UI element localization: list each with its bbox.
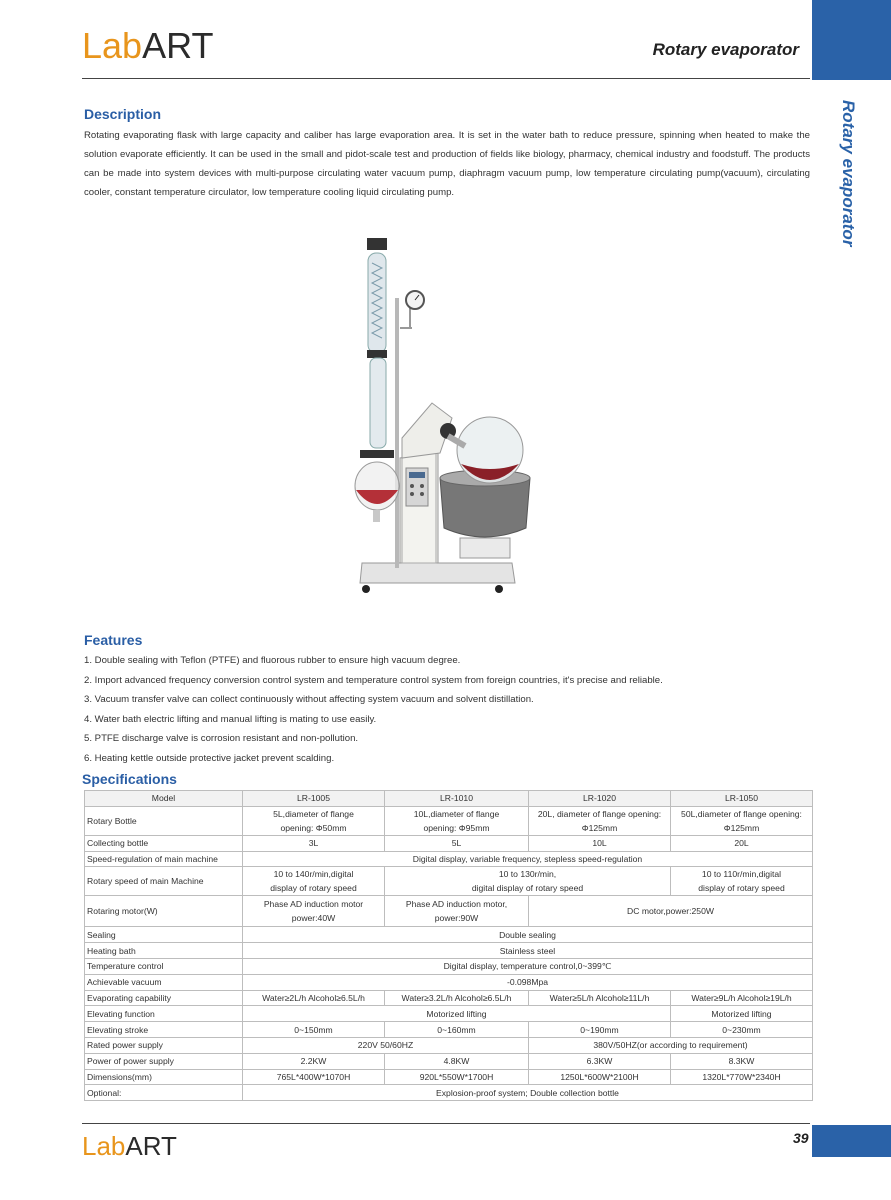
footer-accent-block	[812, 1125, 891, 1157]
side-title-text: Rotary evaporator	[839, 100, 858, 247]
table-cell: 4.8KW	[385, 1053, 529, 1069]
table-cell	[385, 806, 529, 835]
table-cell: 3L	[243, 835, 385, 851]
table-cell: 6.3KW	[529, 1053, 671, 1069]
cell-line: 20L, diameter of flange opening:	[537, 808, 662, 819]
table-cell: 0~190mm	[529, 1022, 671, 1038]
cell-line: 5L,diameter of flange	[273, 808, 354, 819]
table-cell: -0.098Mpa	[243, 974, 813, 990]
table-cell: 1250L*600W*2100H	[529, 1069, 671, 1085]
table-row	[85, 867, 813, 896]
table-row	[85, 1037, 813, 1053]
table-cell: LR-1010	[385, 791, 529, 807]
cell-line: 10 to 110r/min,digital	[701, 869, 782, 880]
row-label: Elevating function	[85, 1006, 243, 1022]
features-heading: Features	[84, 632, 143, 648]
cell-line: digital display of rotary speed	[471, 883, 584, 894]
row-label: Rotary speed of main Machine	[85, 867, 243, 896]
header-divider	[82, 78, 810, 79]
table-cell: 765L*400W*1070H	[243, 1069, 385, 1085]
row-label: Optional:	[85, 1085, 243, 1101]
row-label: Rotaring motor(W)	[85, 896, 243, 927]
row-label: Sealing	[85, 927, 243, 943]
table-cell: Digital display, temperature control,0~399℃	[243, 958, 813, 974]
feature-item: 5. PTFE discharge valve is corrosion resistant and non-pollution.	[84, 733, 359, 744]
row-label: Heating bath	[85, 943, 243, 959]
table-cell: Model	[85, 791, 243, 807]
table-row	[85, 835, 813, 851]
table-cell: LR-1050	[671, 791, 813, 807]
cell-line: display of rotary speed	[270, 883, 357, 894]
table-cell	[243, 896, 385, 927]
table-cell: 2.2KW	[243, 1053, 385, 1069]
cell-line: Phase AD induction motor,	[405, 899, 508, 910]
table-cell: Water≥9L/h Alcohol≥19L/h	[671, 990, 813, 1006]
table-row	[85, 927, 813, 943]
row-label: Rated power supply	[85, 1037, 243, 1053]
table-cell: LR-1020	[529, 791, 671, 807]
cell-line: 10 to 140r/min,digital	[273, 869, 354, 880]
row-label: Rotary Bottle	[85, 806, 243, 835]
table-cell: 220V 50/60HZ	[243, 1037, 529, 1053]
feature-item: 2. Import advanced frequency conversion control system and temperature control system from foreign countries, it's precise and reliable.	[84, 674, 663, 686]
table-row	[85, 1085, 813, 1101]
cell-line: power:40W	[291, 913, 336, 924]
table-cell: 1320L*770W*2340H	[671, 1069, 813, 1085]
brand-logo	[82, 25, 214, 66]
table-cell: Double sealing	[243, 927, 813, 943]
logo-art-text: ART	[142, 25, 214, 66]
product-image	[340, 228, 540, 598]
specifications-heading: Specifications	[82, 771, 177, 787]
table-row	[85, 806, 813, 835]
table-cell: 8.3KW	[671, 1053, 813, 1069]
footer-divider	[82, 1123, 810, 1124]
feature-item: 1. Double sealing with Teflon (PTFE) and fluorous rubber to ensure high vacuum degree.	[84, 655, 461, 666]
table-cell: Explosion-proof system; Double collection bottle	[243, 1085, 813, 1101]
table-cell	[385, 867, 671, 896]
cell-line: 10 to 130r/min,	[498, 869, 557, 880]
table-row	[85, 1006, 813, 1022]
table-cell: 380V/50HZ(or according to requirement)	[529, 1037, 813, 1053]
row-label: Achievable vacuum	[85, 974, 243, 990]
table-row	[85, 1022, 813, 1038]
table-cell: 0~150mm	[243, 1022, 385, 1038]
table-cell: 5L	[385, 835, 529, 851]
feature-item: 6. Heating kettle outside protective jacket prevent scalding.	[84, 752, 335, 764]
table-cell	[671, 806, 813, 835]
row-label: Power of power supply	[85, 1053, 243, 1069]
cell-line: 10L,diameter of flange	[413, 808, 500, 819]
cell-line: opening: Φ95mm	[423, 822, 490, 833]
table-row	[85, 896, 813, 927]
side-title	[832, 100, 872, 300]
table-cell: LR-1005	[243, 791, 385, 807]
header-title: Rotary evaporator	[652, 40, 799, 59]
row-label: Collecting bottle	[85, 835, 243, 851]
cell-line: power:90W	[434, 913, 479, 924]
table-cell: Digital display, variable frequency, stepless speed-regulation	[243, 851, 813, 867]
table-cell: Motorized lifting	[671, 1006, 813, 1022]
table-row	[85, 1053, 813, 1069]
feature-item: 3. Vacuum transfer valve can collect continuously without affecting system vacuum and solvent distillation.	[84, 694, 534, 705]
cell-line: Phase AD induction motor	[263, 899, 364, 910]
table-cell: Water≥5L/h Alcohol≥11L/h	[529, 990, 671, 1006]
table-cell: Motorized lifting	[243, 1006, 671, 1022]
table-row	[85, 974, 813, 990]
table-row	[85, 851, 813, 867]
table-cell: DC motor,power:250W	[529, 896, 813, 927]
features-list	[84, 651, 810, 768]
cell-line: Φ125mm	[723, 822, 760, 833]
table-cell	[529, 806, 671, 835]
row-label: Temperature control	[85, 958, 243, 974]
cell-line: 50L,diameter of flange opening:	[681, 808, 802, 819]
specifications-table	[84, 790, 813, 1101]
description-heading: Description	[84, 106, 162, 122]
table-row	[85, 990, 813, 1006]
table-cell: Water≥3.2L/h Alcohol≥6.5L/h	[385, 990, 529, 1006]
table-cell: 0~160mm	[385, 1022, 529, 1038]
table-row	[85, 943, 813, 959]
table-cell	[671, 867, 813, 896]
row-label: Dimensions(mm)	[85, 1069, 243, 1085]
cell-line: Φ125mm	[581, 822, 618, 833]
feature-item: 4. Water bath electric lifting and manual lifting is mating to use easily.	[84, 713, 377, 725]
cell-line: display of rotary speed	[698, 883, 785, 894]
table-cell: Stainless steel	[243, 943, 813, 959]
description-text: Rotating evaporating flask with large capacity and caliber has large evaporation area. It is set in the water bath to reduce pressure, spinning when heated to make the solution evaporate efficiently. It can be used in the small and pidot-scale test and production of fields like biology, pharmacy, chemical industry and foodstuff. The products can be made into system devices with multi-purpose circulating water vacuum pump, diaphragm vacuum pump, low temperature circulating pump(vacuum), circulating cooler, constant temperature circulator, low temperature cooling liquid circulating pump.	[84, 130, 810, 198]
table-cell: 920L*550W*1700H	[385, 1069, 529, 1085]
row-label: Evaporating capability	[85, 990, 243, 1006]
row-label: Speed-regulation of main machine	[85, 851, 243, 867]
table-row	[85, 791, 813, 807]
footer-logo	[82, 1133, 177, 1159]
table-cell: 20L	[671, 835, 813, 851]
table-row	[85, 1069, 813, 1085]
logo-art-text: ART	[125, 1131, 177, 1161]
page-number: 39	[793, 1130, 809, 1146]
table-cell	[385, 896, 529, 927]
table-cell	[243, 867, 385, 896]
row-label: Elevating stroke	[85, 1022, 243, 1038]
table-cell: 10L	[529, 835, 671, 851]
table-cell	[243, 806, 385, 835]
cell-line: opening: Φ50mm	[280, 822, 347, 833]
logo-lab-text: Lab	[82, 25, 143, 66]
table-row	[85, 958, 813, 974]
table-cell: Water≥2L/h Alcohol≥6.5L/h	[243, 990, 385, 1006]
table-cell: 0~230mm	[671, 1022, 813, 1038]
logo-lab-text: Lab	[82, 1131, 126, 1161]
header-accent-block	[812, 0, 891, 80]
